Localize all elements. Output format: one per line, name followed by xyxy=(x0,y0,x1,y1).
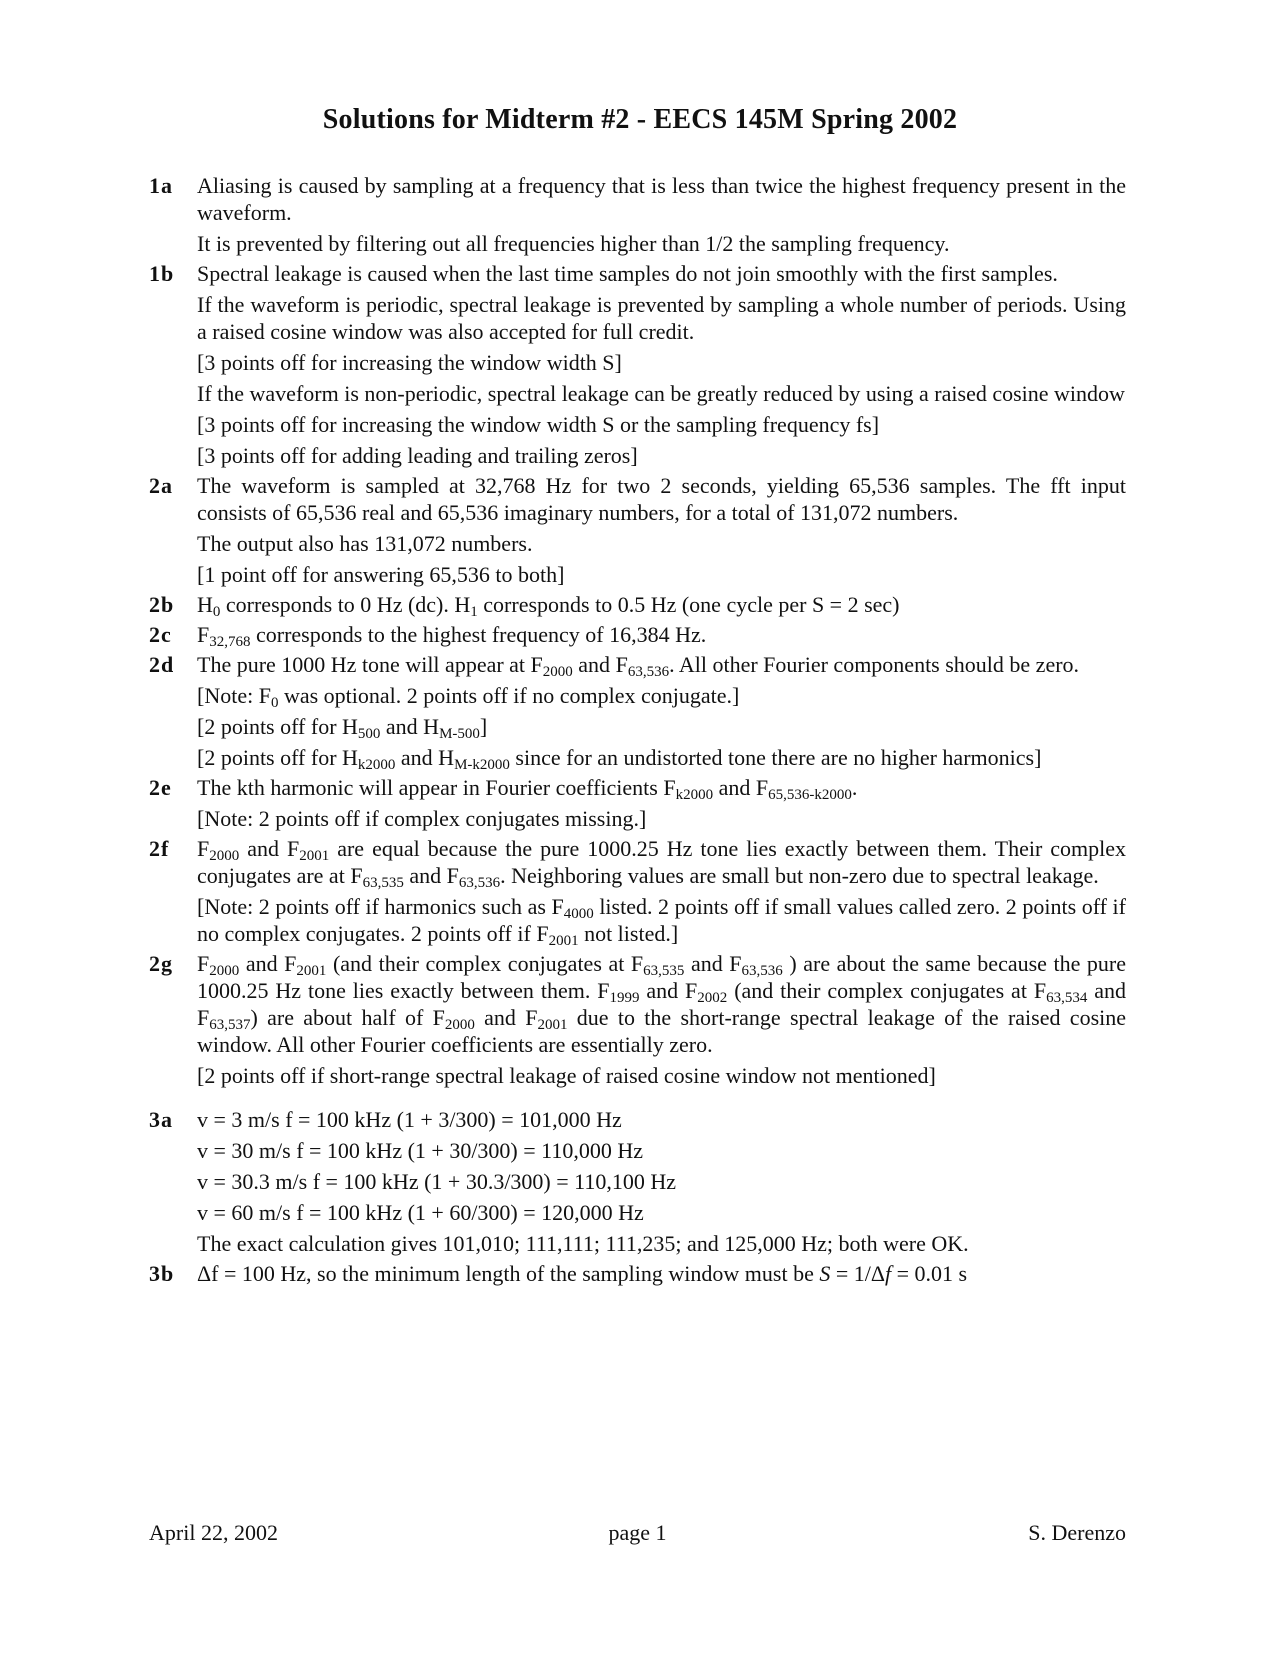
grading-note xyxy=(197,893,1126,947)
question-2f xyxy=(149,835,1126,947)
answer-paragraph: The waveform is sampled at 32,768 Hz for two 2 seconds, yielding 65,536 samples. The fft input consists of 65,536 real and 65,536 imaginary numbers, for a total of 131,072 numbers. xyxy=(197,473,1126,525)
calculation-line: v = 3 m/s f = 100 kHz (1 + 3/300) = 101,000 Hz xyxy=(197,1107,622,1132)
footer-date: April 22, 2002 xyxy=(149,1520,278,1545)
question-label: 2b xyxy=(149,592,175,617)
question-2b xyxy=(149,591,1126,618)
grading-note: [3 points off for increasing the window width S] xyxy=(197,350,622,375)
page-title: Solutions for Midterm #2 - EECS 145M Spring 2002 xyxy=(322,104,958,135)
grading-note: [3 points off for increasing the window width S or the sampling frequency fs] xyxy=(197,412,880,437)
question-label: 2e xyxy=(149,775,172,800)
answer-paragraph: The output also has 131,072 numbers. xyxy=(197,531,533,556)
subscript: 63,536 xyxy=(627,664,670,680)
italic-symbol: f xyxy=(885,1261,892,1286)
text-run: and F xyxy=(639,978,698,1003)
footer-author: S. Derenzo xyxy=(1028,1520,1126,1545)
subscript: M-500 xyxy=(439,726,480,742)
text-run: H xyxy=(197,592,213,617)
question-label: 3a xyxy=(149,1107,173,1132)
subscript: 0 xyxy=(212,604,221,620)
text-run: corresponds to 0 Hz (dc). xyxy=(220,592,455,617)
text-run: and F xyxy=(197,978,1126,1030)
text-run: listed. 2 points off if small values called zero. 2 points off if no complex conjugates. 2 points off if F xyxy=(197,894,1126,946)
answer-paragraph: If the waveform is non-periodic, spectral leakage can be greatly reduced by using a raised cosine window xyxy=(197,381,1125,406)
text-run: . Neighboring values are small but non-zero due to spectral leakage. xyxy=(500,863,1099,888)
text-run: was optional. 2 points off if no complex conjugate.] xyxy=(278,683,740,708)
text-run: ) are about half of F xyxy=(250,1005,445,1030)
text-run: H xyxy=(454,592,471,617)
text-run: due to the short-range spectral leakage of the raised cosine window. All other Fourier coefficients are essentially zero. xyxy=(197,1005,1127,1057)
text-run: and xyxy=(572,652,616,677)
answer-paragraph: The exact calculation gives 101,010; 111,111; 111,235; and 125,000 Hz; both were OK. xyxy=(197,1231,969,1256)
text-run: F xyxy=(615,652,628,677)
text-run: (and their complex conjugates at F xyxy=(727,978,1047,1003)
question-label: 3b xyxy=(149,1261,175,1286)
question-label: 2c xyxy=(149,622,172,647)
page-footer xyxy=(149,1520,1126,1550)
text-run: and F xyxy=(403,863,459,888)
answer-paragraph xyxy=(197,950,1126,1058)
answer-paragraph: Spectral leakage is caused when the last time samples do not join smoothly with the first samples. xyxy=(197,261,1058,286)
question-label: 2a xyxy=(149,473,173,498)
subscript: 1999 xyxy=(609,990,640,1006)
question-3b xyxy=(149,1260,1126,1287)
text-run: F xyxy=(197,951,210,976)
subscript: 2000 xyxy=(209,963,240,979)
grading-note xyxy=(197,713,1126,740)
text-run: and H xyxy=(395,745,455,770)
answer-paragraph xyxy=(197,1260,1126,1287)
answer-paragraph xyxy=(197,774,1126,801)
text-run: Δf = 100 Hz, so the minimum length of the sampling window must be xyxy=(197,1261,820,1286)
text-run: corresponds to 0.5 Hz (one cycle per S = 2 sec) xyxy=(477,592,900,617)
grading-note xyxy=(197,682,1126,709)
footer-page-number: page 1 xyxy=(608,1520,667,1545)
solutions-list xyxy=(149,172,1126,1287)
subscript: 2001 xyxy=(537,1017,568,1033)
question-label: 1b xyxy=(149,261,175,286)
question-label: 2f xyxy=(149,836,170,861)
answer-paragraph: Aliasing is caused by sampling at a frequency that is less than twice the highest frequency present in the waveform. xyxy=(197,173,1126,225)
subscript: k2000 xyxy=(357,757,396,773)
text-run: are equal because the pure 1000.25 Hz tone lies exactly between them. Their complex conjugates are at F xyxy=(197,836,1127,888)
subscript: 32,768 xyxy=(209,634,251,650)
text-run: The pure 1000 Hz tone will appear at xyxy=(197,652,531,677)
subscript: 63,535 xyxy=(643,963,685,979)
text-run: corresponds to the highest frequency of 16,384 Hz. xyxy=(250,622,707,647)
question-2c xyxy=(149,621,1126,648)
subscript: 2000 xyxy=(444,1017,475,1033)
text-run: F xyxy=(197,836,210,861)
answer-paragraph xyxy=(197,621,1126,648)
subscript: 2000 xyxy=(542,664,573,680)
italic-symbol: S xyxy=(819,1261,831,1286)
text-run: . xyxy=(851,775,858,800)
calculation-line: v = 60 m/s f = 100 kHz (1 + 60/300) = 120,000 Hz xyxy=(197,1200,644,1225)
subscript: 63,536 xyxy=(741,963,783,979)
subscript: 1 xyxy=(470,604,478,620)
subscript: 2001 xyxy=(548,933,579,949)
text-run: [Note: 2 points off if harmonics such as F xyxy=(197,894,564,919)
question-3a xyxy=(149,1106,1126,1257)
text-run: [2 points off for H xyxy=(197,714,358,739)
text-run: = 1/Δ xyxy=(830,1261,885,1286)
subscript: 2002 xyxy=(697,990,728,1006)
text-run: [2 points off for H xyxy=(197,745,358,770)
subscript: k2000 xyxy=(675,787,714,803)
question-2d xyxy=(149,651,1126,771)
text-run: F xyxy=(530,652,543,677)
grading-note: [2 points off if short-range spectral leakage of raised cosine window not mentioned] xyxy=(197,1063,936,1088)
question-label: 2d xyxy=(149,652,175,677)
calculation-line: v = 30 m/s f = 100 kHz (1 + 30/300) = 110,000 Hz xyxy=(197,1138,643,1163)
answer-paragraph xyxy=(197,591,1126,618)
text-run: ] xyxy=(479,714,488,739)
text-run: ) are about the same because the pure 1000.25 Hz tone lies exactly between them. F xyxy=(197,951,1127,1003)
question-1a xyxy=(149,172,1126,257)
grading-note: [3 points off for adding leading and trailing zeros] xyxy=(197,443,638,468)
text-run: . All other Fourier components should be zero. xyxy=(669,652,1080,677)
answer-paragraph xyxy=(197,835,1126,889)
subscript: 65,536-k2000 xyxy=(768,787,852,803)
subscript: 0 xyxy=(270,695,279,711)
grading-note xyxy=(197,744,1126,771)
text-run: = 0.01 s xyxy=(891,1261,968,1286)
text-run: and F xyxy=(239,951,297,976)
answer-paragraph: It is prevented by filtering out all frequencies higher than 1/2 the sampling frequency. xyxy=(197,231,950,256)
question-2a xyxy=(149,472,1126,588)
subscript: 63,534 xyxy=(1046,990,1088,1006)
text-run: The kth harmonic will appear in Fourier coefficients F xyxy=(197,775,676,800)
text-run: and F xyxy=(713,775,769,800)
subscript: 2001 xyxy=(299,848,330,864)
subscript: 2001 xyxy=(296,963,327,979)
grading-note: [Note: 2 points off if complex conjugates missing.] xyxy=(197,806,647,831)
calculation-line: v = 30.3 m/s f = 100 kHz (1 + 30.3/300) = 110,100 Hz xyxy=(197,1169,676,1194)
question-label: 1a xyxy=(149,173,173,198)
subscript: 2000 xyxy=(209,848,240,864)
question-2g xyxy=(149,950,1126,1089)
text-run: and F xyxy=(239,836,300,861)
subscript: 500 xyxy=(357,726,381,742)
subscript: M-k2000 xyxy=(454,757,510,773)
answer-paragraph xyxy=(197,651,1126,678)
text-run: and F xyxy=(684,951,742,976)
text-run: F xyxy=(197,622,210,647)
text-run: since for an undistorted tone there are no higher harmonics] xyxy=(509,745,1042,770)
question-label: 2g xyxy=(149,951,173,976)
subscript: 63,537 xyxy=(209,1017,251,1033)
grading-note: [1 point off for answering 65,536 to both] xyxy=(197,562,565,587)
subscript: 63,536 xyxy=(458,875,501,891)
text-run: and F xyxy=(474,1005,538,1030)
text-run: and H xyxy=(380,714,440,739)
text-run: [Note: F xyxy=(197,683,271,708)
subscript: 63,535 xyxy=(362,875,404,891)
text-run: (and their complex conjugates at F xyxy=(326,951,644,976)
question-2e xyxy=(149,774,1126,832)
text-run: not listed.] xyxy=(578,921,679,946)
answer-paragraph: If the waveform is periodic, spectral leakage is prevented by sampling a whole number of periods. Using a raised cosine window was also accepted for full credit. xyxy=(197,292,1126,344)
subscript: 4000 xyxy=(563,906,594,922)
question-1b xyxy=(149,260,1126,469)
